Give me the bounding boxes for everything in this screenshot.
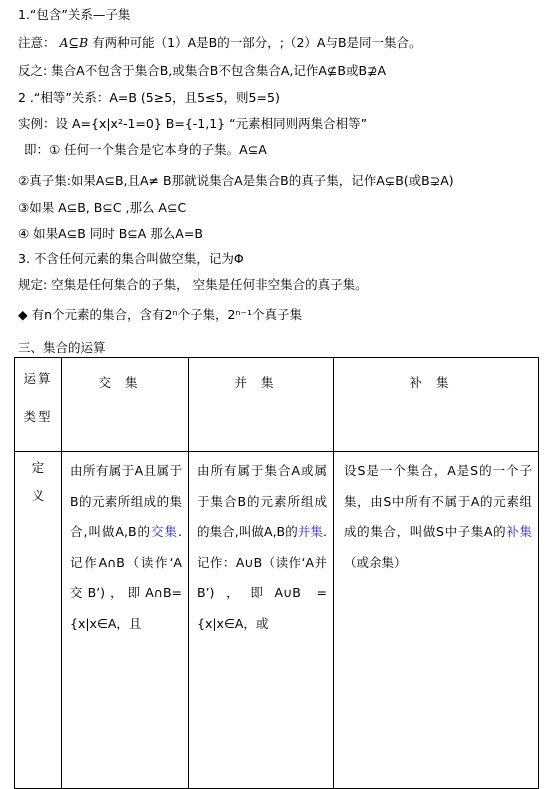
union-term: 并集	[297, 524, 323, 539]
complement-term: 补集	[506, 524, 532, 539]
type-header-cell	[15, 358, 62, 452]
union-text-1: 由所有属于集合A或属于集合B的元素所组成的集合,叫做A,B的	[197, 463, 327, 539]
type-header-line-2: 类型	[23, 409, 53, 424]
intersection-text-1: 由所有属于A且属于B的元素所组成的集合,叫做A,B的	[70, 463, 182, 539]
union-header: 并集	[189, 358, 334, 452]
intersection-definition	[62, 452, 189, 789]
definition-label-1: 定	[31, 460, 45, 475]
section-3-title: 3. 不含任何元素的集合叫做空集，记为Φ	[18, 251, 244, 266]
note-text: 有两种可能（1）A是B的一部分，;（2）A与B是同一集合。	[92, 35, 422, 50]
definition-row	[15, 452, 539, 789]
subset-count-line: ◆ 有n个元素的集合，含有2ⁿ个子集，2ⁿ⁻¹个真子集	[18, 307, 302, 322]
set-operations-table	[14, 357, 539, 789]
point-3-line: ③如果 A⊆B, B⊆C ,那么 A⊆C	[18, 200, 187, 215]
note-prefix: 注意：	[18, 35, 56, 50]
complement-text-2: （或余集）	[344, 554, 407, 570]
section-2-title: 2 .“相等”关系：A=B (5≥5，且5≤5，则5=5)	[18, 90, 280, 105]
complement-header: 补集	[334, 358, 539, 452]
intersection-term: 交集	[151, 524, 178, 539]
complement-text-1: 设S是一个集合，A是S的一个子集，由S中所有不属于A的元素组成的集合，叫做S中子集A的	[344, 463, 532, 539]
intersection-header: 交集	[62, 358, 189, 452]
section-1-title: 1.“包含”关系—子集	[18, 7, 131, 22]
empty-set-rule: 规定: 空集是任何集合的子集， 空集是任何非空集合的真子集。	[18, 277, 368, 292]
subset-formula: A⊆B	[59, 35, 89, 50]
point-4-line: ④ 如果A⊆B 同时 B⊆A 那么A=B	[18, 226, 203, 241]
definition-label-2: 义	[31, 488, 45, 503]
table-header-row	[15, 358, 539, 452]
union-text-2: .记作：A∪B（读作‘A并B’)，即A∪B ={x|x∈A，或	[197, 524, 327, 631]
intersection-text-2: .记作A∩B（读作‘A交B’)，即A∩B={x|x∈A，且	[70, 524, 182, 631]
complement-definition	[334, 452, 539, 789]
example-line: 实例：设 A={x|x²-1=0} B={-1,1} “元素相同则两集合相等”	[18, 116, 368, 131]
point-1-line: 即：① 任何一个集合是它本身的子集。A⊆A	[24, 142, 267, 157]
note-line	[18, 34, 422, 52]
operations-heading: 三、集合的运算	[18, 340, 106, 355]
definition-label-cell	[15, 452, 62, 789]
converse-line: 反之: 集合A不包含于集合B,或集合B不包含集合A,记作A⊈B或B⊉A	[18, 63, 387, 78]
proper-subset-line: ②真子集:如果A⊆B,且A≠ B那就说集合A是集合B的真子集，记作A⊊B(或B⊋A)	[18, 173, 454, 188]
type-header-line-1: 运算	[23, 371, 53, 386]
union-definition	[189, 452, 334, 789]
